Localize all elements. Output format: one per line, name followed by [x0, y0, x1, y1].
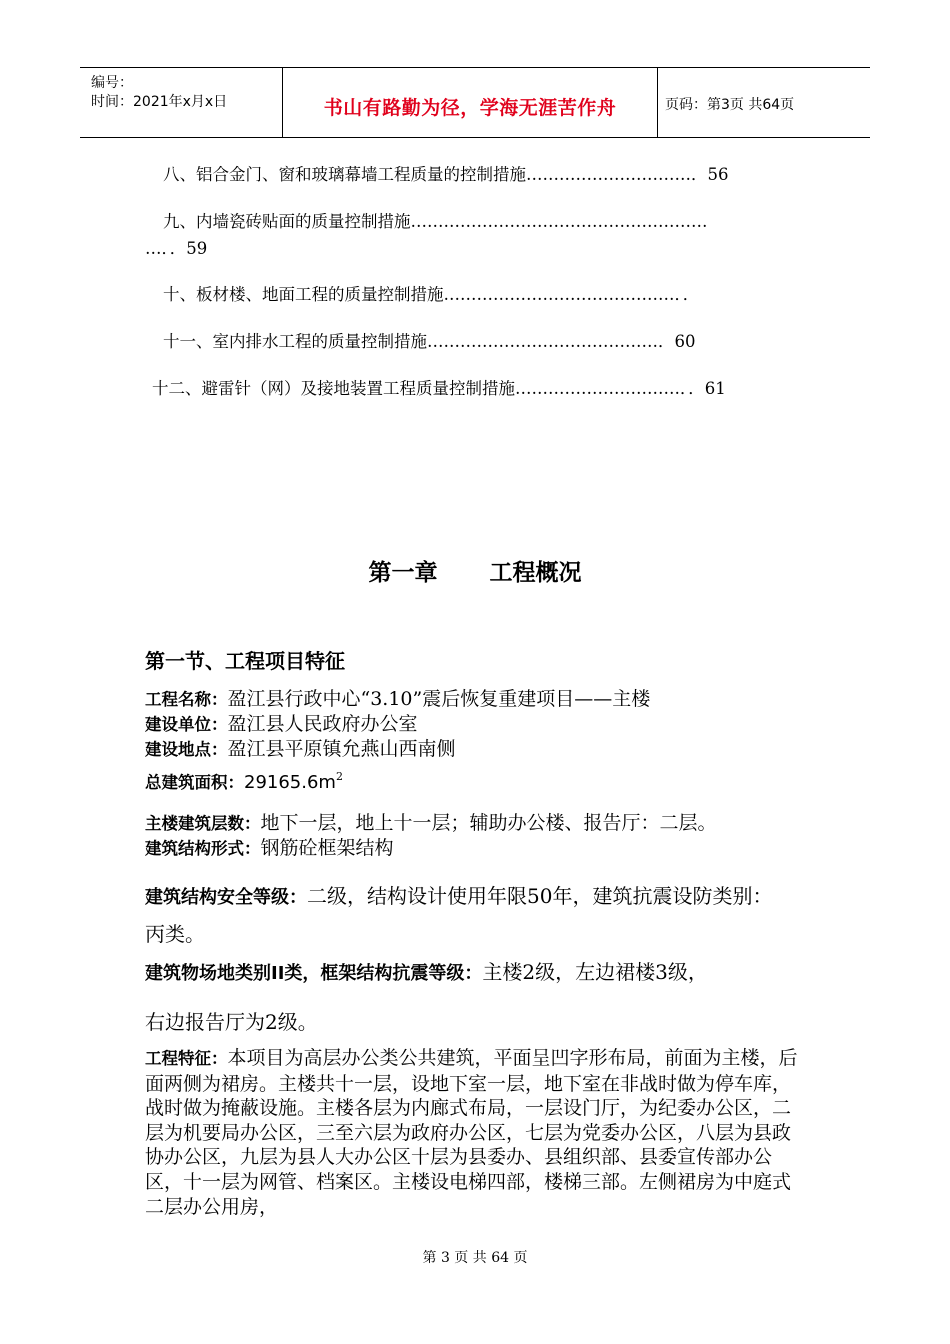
safety-line — [145, 880, 772, 909]
area-value: 29165.6m — [244, 772, 336, 793]
structure-value: 钢筋砼框架结构 — [260, 837, 394, 859]
page-header — [80, 67, 870, 138]
safety-label: 建筑结构安全等级： — [145, 887, 307, 908]
toc-item-10: 十、板材楼、地面工程的质量控制措施……………………………………．． — [163, 285, 700, 304]
floors-line — [145, 808, 717, 835]
page-footer: 第 3 页 共 64 页 — [422, 1250, 528, 1266]
site-class-value: 主楼2级，左边裙楼3级， — [482, 960, 708, 984]
toc-item-9-continued: …．．59 — [145, 239, 208, 258]
site-class-line-continued: 右边报告厅为2级。 — [145, 1010, 318, 1034]
site-line — [145, 734, 456, 761]
features-paragraph — [145, 1046, 807, 1219]
features-text: 本项目为高层办公类公共建筑，平面呈凹字形布局，前面为主楼，后面两侧为裙房。主楼共十一层，设地下室一层，地下室在非战时做为停车库，战时做为掩蔽设施。主楼各层为内廊式布局，一层设门厅，为纪委办公区，二层为机要局办公区，三至六层为政府办公区，七层为党委办公区，八层为县政协办公区，九层为县人大办公区十层为县委办、县组织部、县委宣传部办公区，十一层为网管、档案区。主楼设电梯四部，楼梯三部。左侧裙房为中庭式二层办公用房， — [145, 1047, 798, 1218]
safety-line-continued: 丙类。 — [145, 922, 205, 946]
header-motto-cell — [283, 68, 658, 137]
chapter-title: 工程概况 — [489, 560, 582, 586]
document-number-label: 编号： — [91, 75, 133, 91]
chapter-number: 第一章 — [368, 560, 438, 586]
floors-value: 地下一层，地上十一层；辅助办公楼、报告厅：二层。 — [260, 812, 717, 834]
area-unit-superscript: 2 — [335, 770, 343, 783]
header-motto: 书山有路勤为径，学海无涯苦作舟 — [323, 97, 617, 119]
toc-item-9: 九、内墙瓷砖贴面的质量控制措施……………………………………………… — [163, 212, 708, 231]
toc-item-8: 八、铝合金门、窗和玻璃幕墙工程质量的控制措施…………………………．56 — [163, 165, 729, 184]
header-page-cell — [658, 68, 870, 137]
area-label: 总建筑面积： — [145, 773, 244, 792]
structure-label: 建筑结构形式： — [145, 839, 261, 858]
header-page-info: 页码：第3页 共64页 — [665, 97, 795, 113]
section-heading: 第一节、工程项目特征 — [145, 649, 345, 673]
site-label: 建设地点： — [145, 740, 228, 759]
project-name-value: 盈江县行政中心“3.10”震后恢复重建项目——主楼 — [227, 688, 651, 710]
structure-line — [145, 833, 394, 860]
builder-label: 建设单位： — [145, 715, 228, 734]
toc-item-11: 十一、室内排水工程的质量控制措施……………………………………．60 — [163, 332, 696, 351]
document-time-label: 时间：2021年x月x日 — [91, 94, 228, 110]
features-label: 工程特征： — [145, 1049, 228, 1068]
project-name-line — [145, 684, 650, 711]
floors-label: 主楼建筑层数： — [145, 814, 261, 833]
area-line — [145, 769, 343, 793]
toc-item-12: 十二、避雷针（网）及接地装置工程质量控制措施…………………………．．61 — [152, 379, 726, 398]
header-meta-cell — [80, 68, 283, 137]
safety-value: 二级，结构设计使用年限50年，建筑抗震设防类别： — [307, 884, 773, 908]
chapter-heading — [0, 554, 950, 587]
project-name-label: 工程名称： — [145, 690, 228, 709]
builder-value: 盈江县人民政府办公室 — [227, 713, 418, 735]
builder-line — [145, 709, 418, 736]
site-class-line — [145, 956, 708, 985]
site-value: 盈江县平原镇允燕山西南侧 — [227, 738, 456, 760]
site-class-label: 建筑物场地类别II类，框架结构抗震等级： — [145, 963, 483, 984]
